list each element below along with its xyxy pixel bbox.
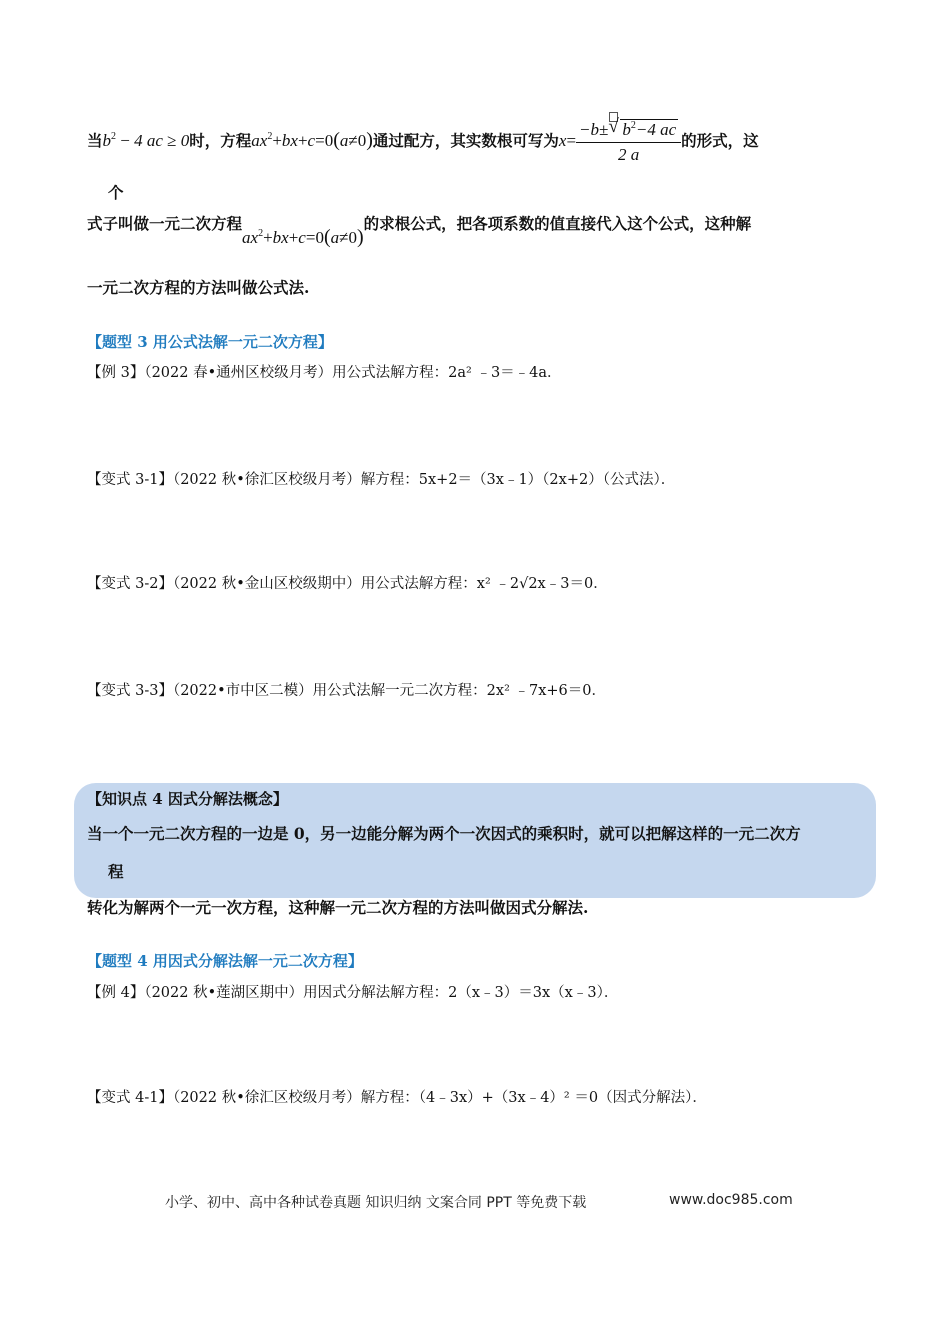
intro-p2-prefix: 式子叫做一元二次方程 <box>87 214 243 233</box>
type3-variant2: 【变式 3-2】（2022 秋•金山区校级期中）用公式法解方程：x² ﹣2√2x﹣3＝0． <box>87 576 608 592</box>
quadratic-equation: $ax^2+bx+c=0(a\ne 0)$ <box>251 129 373 151</box>
intro-suffix: 的形式，这 <box>681 131 759 150</box>
formula-intro-line2 <box>87 212 752 248</box>
knowledge4-line1-wrap: 程 <box>108 862 124 881</box>
root-formula: x= −b± √ $b^2-4$ ac 2 a <box>559 131 681 150</box>
quadratic-equation-2: $ax^2+bx+c=0(a\ne 0)$ <box>242 226 364 248</box>
type4-variant1: 【变式 4-1】（2022 秋•徐汇区校级月考）解方程：（4﹣3x）+（3x﹣4）² ＝0（因式分解法）． <box>87 1090 707 1106</box>
type3-title: 【题型 3 用公式法解一元二次方程】 <box>87 333 333 351</box>
type3-variant1: 【变式 3-1】（2022 秋•徐汇区校级月考）解方程：5x+2＝（3x﹣1）（2x+2）（公式法）． <box>87 472 676 488</box>
formula-intro-line1 <box>87 112 759 168</box>
formula-intro-line3: 一元二次方程的方法叫做公式法. <box>87 278 310 297</box>
type4-title: 【题型 4 用因式分解法解一元二次方程】 <box>87 952 363 970</box>
knowledge4-line2: 转化为解两个一元一次方程，这种解一元二次方程的方法叫做因式分解法. <box>87 898 589 917</box>
knowledge4-line1: 当一个一元二次方程的一边是 0，另一边能分解为两个一次因式的乘积时，就可以把解这样的一元二次方 <box>87 824 801 843</box>
type3-example: 【例 3】（2022 春•通州区校级月考）用公式法解方程：2a² ﹣3＝﹣4a． <box>87 365 562 381</box>
intro-mid1: 时，方程 <box>189 131 252 150</box>
type3-variant3: 【变式 3-3】（2022•市中区二模）用公式法解一元二次方程：2x² ﹣7x+6＝0． <box>87 683 606 699</box>
formula-intro-wrap: 个 <box>108 183 124 202</box>
footer-text: 小学、初中、高中各种试卷真题 知识归纳 文案合同 PPT 等免费下载 <box>165 1195 587 1211</box>
discriminant-condition: $b^2 - 4$ ac ≥ 0 <box>102 131 190 150</box>
intro-mid2: 通过配方，其实数根可写为 <box>372 131 559 150</box>
intro-prefix: 当 <box>87 131 103 150</box>
type4-example: 【例 4】（2022 秋•莲湖区期中）用因式分解法解方程：2（x﹣3）＝3x（x﹣3）． <box>87 985 619 1001</box>
intro-p2-suffix: 的求根公式，把各项系数的值直接代入这个公式，这种解 <box>363 214 752 233</box>
knowledge4-title: 【知识点 4 因式分解法概念】 <box>87 790 288 808</box>
footer-link[interactable]: www.doc985.com <box>669 1192 793 1208</box>
